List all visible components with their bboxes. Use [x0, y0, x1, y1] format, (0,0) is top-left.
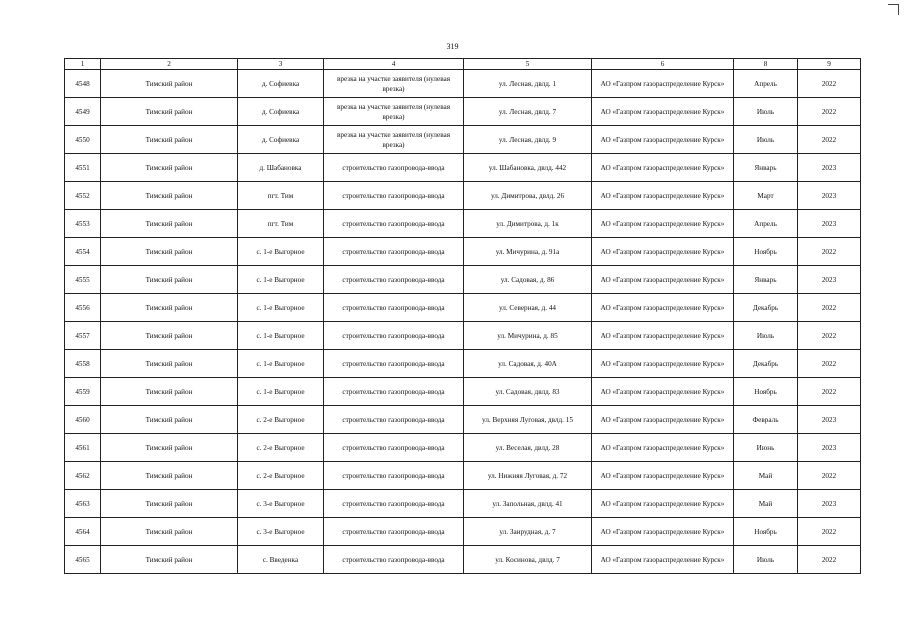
settlement-cell: с. 1-е Выгорное — [238, 378, 324, 406]
organization-cell: АО «Газпром газораспределение Курск» — [592, 406, 734, 434]
work-type-cell: строительство газопровода-ввода — [324, 518, 464, 546]
month-cell: Январь — [734, 266, 798, 294]
work-type-cell: строительство газопровода-ввода — [324, 462, 464, 490]
month-cell: Ноябрь — [734, 378, 798, 406]
row-number: 4549 — [65, 98, 101, 126]
district-cell: Тимский район — [101, 350, 238, 378]
row-number: 4548 — [65, 70, 101, 98]
column-header: 2 — [101, 59, 238, 70]
settlement-cell: пгт. Тим — [238, 182, 324, 210]
settlement-cell: д. Софиевка — [238, 126, 324, 154]
organization-cell: АО «Газпром газораспределение Курск» — [592, 266, 734, 294]
table-row — [65, 126, 861, 154]
row-number: 4550 — [65, 126, 101, 154]
table-row — [65, 238, 861, 266]
organization-cell: АО «Газпром газораспределение Курск» — [592, 238, 734, 266]
table-row — [65, 378, 861, 406]
table-row — [65, 490, 861, 518]
table-row — [65, 462, 861, 490]
year-cell: 2022 — [798, 238, 861, 266]
year-cell: 2023 — [798, 182, 861, 210]
year-cell: 2022 — [798, 378, 861, 406]
settlement-cell: с. 1-е Выгорное — [238, 294, 324, 322]
month-cell: Май — [734, 490, 798, 518]
month-cell: Апрель — [734, 210, 798, 238]
row-number: 4555 — [65, 266, 101, 294]
district-cell: Тимский район — [101, 490, 238, 518]
year-cell: 2022 — [798, 98, 861, 126]
row-number: 4553 — [65, 210, 101, 238]
organization-cell: АО «Газпром газораспределение Курск» — [592, 126, 734, 154]
row-number: 4558 — [65, 350, 101, 378]
work-type-cell: строительство газопровода-ввода — [324, 154, 464, 182]
address-cell: ул. Лесная, двлд. 1 — [464, 70, 592, 98]
district-cell: Тимский район — [101, 98, 238, 126]
district-cell: Тимский район — [101, 294, 238, 322]
district-cell: Тимский район — [101, 378, 238, 406]
work-type-cell: строительство газопровода-ввода — [324, 406, 464, 434]
work-type-cell: строительство газопровода-ввода — [324, 350, 464, 378]
table-row — [65, 154, 861, 182]
settlement-cell: с. 2-е Выгорное — [238, 406, 324, 434]
row-number: 4560 — [65, 406, 101, 434]
year-cell: 2022 — [798, 546, 861, 574]
row-number: 4562 — [65, 462, 101, 490]
row-number: 4564 — [65, 518, 101, 546]
address-cell: ул. Садовая, д. 86 — [464, 266, 592, 294]
district-cell: Тимский район — [101, 154, 238, 182]
month-cell: Май — [734, 462, 798, 490]
address-cell: ул. Мичурина, д. 91а — [464, 238, 592, 266]
district-cell: Тимский район — [101, 182, 238, 210]
page-number: 319 — [446, 42, 459, 51]
district-cell: Тимский район — [101, 462, 238, 490]
address-cell: ул. Заирудная, д. 7 — [464, 518, 592, 546]
work-type-cell: врезка на участке заявителя (нулевая врезка) — [324, 126, 464, 154]
address-cell: ул. Косинова, двлд. 7 — [464, 546, 592, 574]
settlement-cell: с. Введенка — [238, 546, 324, 574]
table-row — [65, 434, 861, 462]
year-cell: 2022 — [798, 518, 861, 546]
address-cell: ул. Шабановка, двлд. 442 — [464, 154, 592, 182]
month-cell: Июль — [734, 98, 798, 126]
district-cell: Тимский район — [101, 70, 238, 98]
district-cell: Тимский район — [101, 126, 238, 154]
organization-cell: АО «Газпром газораспределение Курск» — [592, 350, 734, 378]
year-cell: 2023 — [798, 154, 861, 182]
month-cell: Март — [734, 182, 798, 210]
table-row — [65, 182, 861, 210]
address-cell: ул. Лесная, двлд. 9 — [464, 126, 592, 154]
row-number: 4559 — [65, 378, 101, 406]
organization-cell: АО «Газпром газораспределение Курск» — [592, 294, 734, 322]
organization-cell: АО «Газпром газораспределение Курск» — [592, 490, 734, 518]
month-cell: Июль — [734, 546, 798, 574]
month-cell: Ноябрь — [734, 518, 798, 546]
column-header: 5 — [464, 59, 592, 70]
settlement-cell: с. 1-е Выгорное — [238, 322, 324, 350]
organization-cell: АО «Газпром газораспределение Курск» — [592, 154, 734, 182]
row-number: 4561 — [65, 434, 101, 462]
table-row — [65, 322, 861, 350]
organization-cell: АО «Газпром газораспределение Курск» — [592, 546, 734, 574]
year-cell: 2022 — [798, 322, 861, 350]
work-type-cell: врезка на участке заявителя (нулевая врезка) — [324, 70, 464, 98]
address-cell: ул. Нижняя Луговая, д. 72 — [464, 462, 592, 490]
address-cell: ул. Веселая, двлд. 28 — [464, 434, 592, 462]
table-row — [65, 70, 861, 98]
year-cell: 2023 — [798, 406, 861, 434]
year-cell: 2022 — [798, 462, 861, 490]
settlement-cell: с. 1-е Выгорное — [238, 266, 324, 294]
district-cell: Тимский район — [101, 546, 238, 574]
column-header: 3 — [238, 59, 324, 70]
settlement-cell: пгт. Тим — [238, 210, 324, 238]
work-type-cell: строительство газопровода-ввода — [324, 294, 464, 322]
settlement-cell: с. 1-е Выгорное — [238, 350, 324, 378]
settlement-cell: с. 3-е Выгорное — [238, 518, 324, 546]
district-cell: Тимский район — [101, 518, 238, 546]
row-number: 4563 — [65, 490, 101, 518]
organization-cell: АО «Газпром газораспределение Курск» — [592, 434, 734, 462]
settlement-cell: д. Шабановка — [238, 154, 324, 182]
table-row — [65, 350, 861, 378]
work-type-cell: строительство газопровода-ввода — [324, 322, 464, 350]
organization-cell: АО «Газпром газораспределение Курск» — [592, 378, 734, 406]
organization-cell: АО «Газпром газораспределение Курск» — [592, 210, 734, 238]
settlement-cell: д. Софиевка — [238, 70, 324, 98]
work-type-cell: строительство газопровода-ввода — [324, 238, 464, 266]
settlement-cell: д. Софиевка — [238, 98, 324, 126]
work-type-cell: строительство газопровода-ввода — [324, 490, 464, 518]
district-cell: Тимский район — [101, 406, 238, 434]
row-number: 4565 — [65, 546, 101, 574]
district-cell: Тимский район — [101, 210, 238, 238]
table-body — [65, 70, 861, 574]
table-row — [65, 210, 861, 238]
year-cell: 2023 — [798, 210, 861, 238]
month-cell: Январь — [734, 154, 798, 182]
organization-cell: АО «Газпром газораспределение Курск» — [592, 98, 734, 126]
month-cell: Июль — [734, 322, 798, 350]
work-type-cell: строительство газопровода-ввода — [324, 546, 464, 574]
row-number: 4552 — [65, 182, 101, 210]
district-cell: Тимский район — [101, 266, 238, 294]
page-corner-mark — [888, 4, 899, 15]
column-header: 4 — [324, 59, 464, 70]
month-cell: Июль — [734, 126, 798, 154]
month-cell: Декабрь — [734, 350, 798, 378]
table-row — [65, 518, 861, 546]
column-header: 9 — [798, 59, 861, 70]
organization-cell: АО «Газпром газораспределение Курск» — [592, 70, 734, 98]
address-cell: ул. Верхняя Луговая, двлд. 15 — [464, 406, 592, 434]
district-cell: Тимский район — [101, 434, 238, 462]
table-row — [65, 98, 861, 126]
district-cell: Тимский район — [101, 322, 238, 350]
work-type-cell: строительство газопровода-ввода — [324, 210, 464, 238]
month-cell: Февраль — [734, 406, 798, 434]
month-cell: Июнь — [734, 434, 798, 462]
settlement-cell: с. 2-е Выгорное — [238, 434, 324, 462]
organization-cell: АО «Газпром газораспределение Курск» — [592, 462, 734, 490]
table-row — [65, 546, 861, 574]
address-cell: ул. Мичурина, д. 85 — [464, 322, 592, 350]
address-cell: ул. Северная, д. 44 — [464, 294, 592, 322]
row-number: 4557 — [65, 322, 101, 350]
address-cell: ул. Димитрова, д. 1к — [464, 210, 592, 238]
work-type-cell: строительство газопровода-ввода — [324, 266, 464, 294]
column-header: 6 — [592, 59, 734, 70]
row-number: 4556 — [65, 294, 101, 322]
month-cell: Апрель — [734, 70, 798, 98]
table-row — [65, 406, 861, 434]
address-cell: ул. Садовая, двлд. 83 — [464, 378, 592, 406]
work-type-cell: строительство газопровода-ввода — [324, 434, 464, 462]
year-cell: 2022 — [798, 126, 861, 154]
year-cell: 2023 — [798, 434, 861, 462]
address-cell: ул. Димитрова, двлд. 26 — [464, 182, 592, 210]
year-cell: 2022 — [798, 294, 861, 322]
organization-cell: АО «Газпром газораспределение Курск» — [592, 518, 734, 546]
organization-cell: АО «Газпром газораспределение Курск» — [592, 182, 734, 210]
address-cell: ул. Лесная, двлд. 7 — [464, 98, 592, 126]
month-cell: Ноябрь — [734, 238, 798, 266]
work-type-cell: строительство газопровода-ввода — [324, 378, 464, 406]
table-row — [65, 266, 861, 294]
settlement-cell: с. 2-е Выгорное — [238, 462, 324, 490]
row-number: 4554 — [65, 238, 101, 266]
row-number: 4551 — [65, 154, 101, 182]
address-cell: ул. Запольная, двлд. 41 — [464, 490, 592, 518]
month-cell: Декабрь — [734, 294, 798, 322]
column-header: 8 — [734, 59, 798, 70]
address-cell: ул. Садовая, д. 40А — [464, 350, 592, 378]
year-cell: 2023 — [798, 266, 861, 294]
year-cell: 2022 — [798, 350, 861, 378]
year-cell: 2023 — [798, 490, 861, 518]
header-row — [65, 59, 861, 70]
table-row — [65, 294, 861, 322]
settlement-cell: с. 1-е Выгорное — [238, 238, 324, 266]
district-cell: Тимский район — [101, 238, 238, 266]
work-type-cell: врезка на участке заявителя (нулевая врезка) — [324, 98, 464, 126]
settlement-cell: с. 3-е Выгорное — [238, 490, 324, 518]
gasification-table — [64, 58, 861, 574]
work-type-cell: строительство газопровода-ввода — [324, 182, 464, 210]
year-cell: 2022 — [798, 70, 861, 98]
column-header: 1 — [65, 59, 101, 70]
organization-cell: АО «Газпром газораспределение Курск» — [592, 322, 734, 350]
